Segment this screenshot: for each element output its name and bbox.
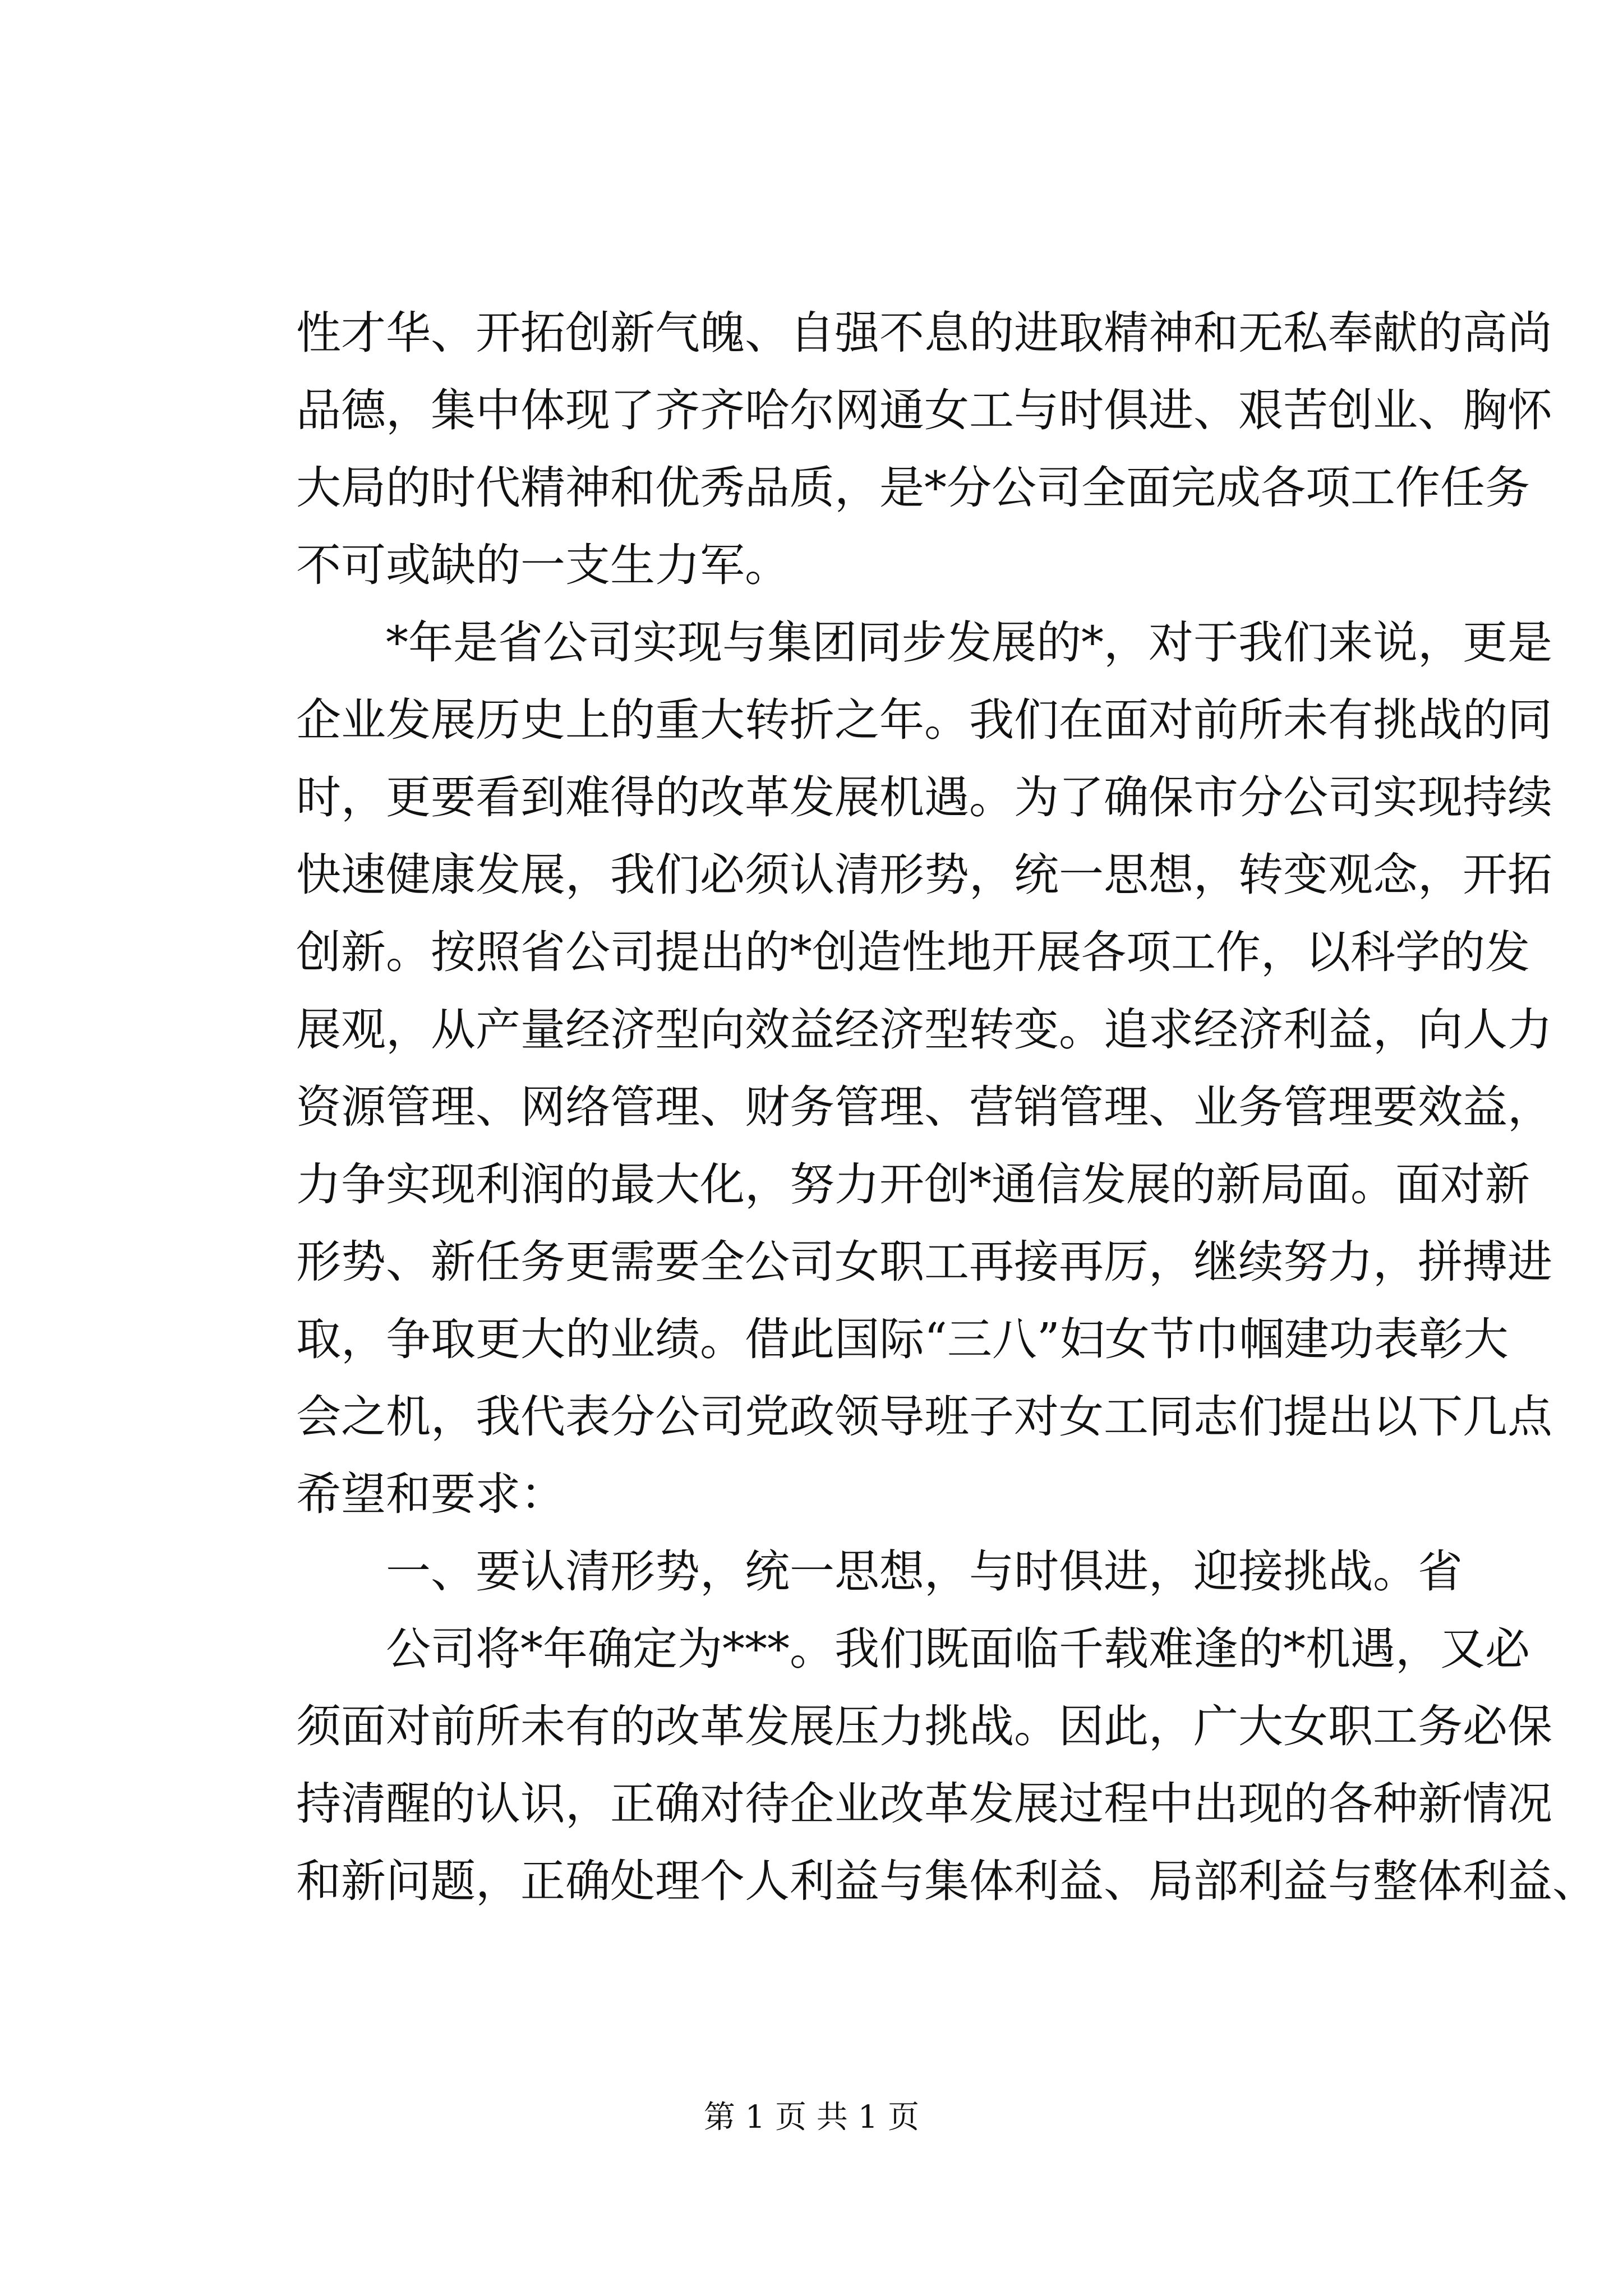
text-line: 大局的时代精神和优秀品质，是*分公司全面完成各项工作任务 — [296, 462, 1530, 514]
text-line: 展观，从产量经济型向效益经济型转变。追求经济利益，向人力 — [296, 1004, 1552, 1056]
text-line: 资源管理、网络管理、财务管理、营销管理、业务管理要效益， — [296, 1081, 1552, 1133]
text-line: 形势、新任务更需要全公司女职工再接再厉，继续努力，拼搏进 — [296, 1236, 1552, 1288]
text-line: 力争实现利润的最大化，努力开创*通信发展的新局面。面对新 — [296, 1158, 1530, 1211]
text-line: 希望和要求： — [296, 1468, 565, 1520]
text-line: *年是省公司实现与集团同步发展的*，对于我们来说，更是 — [386, 616, 1552, 669]
text-line: 时，更要看到难得的改革发展机遇。为了确保市分公司实现持续 — [296, 771, 1552, 823]
text-line: 公司将*年确定为***。我们既面临千载难逢的*机遇，又必 — [386, 1623, 1530, 1675]
text-line: 创新。按照省公司提出的*创造性地开展各项工作，以科学的发 — [296, 926, 1530, 978]
page-footer: 第 1 页 共 1 页 — [703, 2099, 920, 2136]
text-line: 不可或缺的一支生力军。 — [296, 539, 790, 591]
text-line: 性才华、开拓创新气魄、自强不息的进取精神和无私奉献的高尚 — [296, 307, 1552, 359]
text-line: 企业发展历史上的重大转折之年。我们在面对前所未有挑战的同 — [296, 694, 1552, 746]
text-line: 快速健康发展，我们必须认清形势，统一思想，转变观念，开拓 — [296, 849, 1552, 901]
text-line: 持清醒的认识，正确对待企业改革发展过程中出现的各种新情况 — [296, 1778, 1552, 1830]
text-line: 会之机，我代表分公司党政领导班子对女工同志们提出以下几点 — [296, 1391, 1552, 1443]
text-line: 须面对前所未有的改革发展压力挑战。因此，广大女职工务必保 — [296, 1700, 1552, 1752]
text-line: 取，争取更大的业绩。借此国际“三八”妇女节巾帼建功表彰大 — [296, 1313, 1509, 1365]
text-line: 和新问题，正确处理个人利益与集体利益、局部利益与整体利益、 — [296, 1855, 1597, 1907]
document-body — [296, 295, 1597, 1920]
text-line: 品德，集中体现了齐齐哈尔网通女工与时俱进、艰苦创业、胸怀 — [296, 384, 1552, 436]
text-line: 一、要认清形势，统一思想，与时俱进，迎接挑战。省 — [386, 1545, 1463, 1598]
